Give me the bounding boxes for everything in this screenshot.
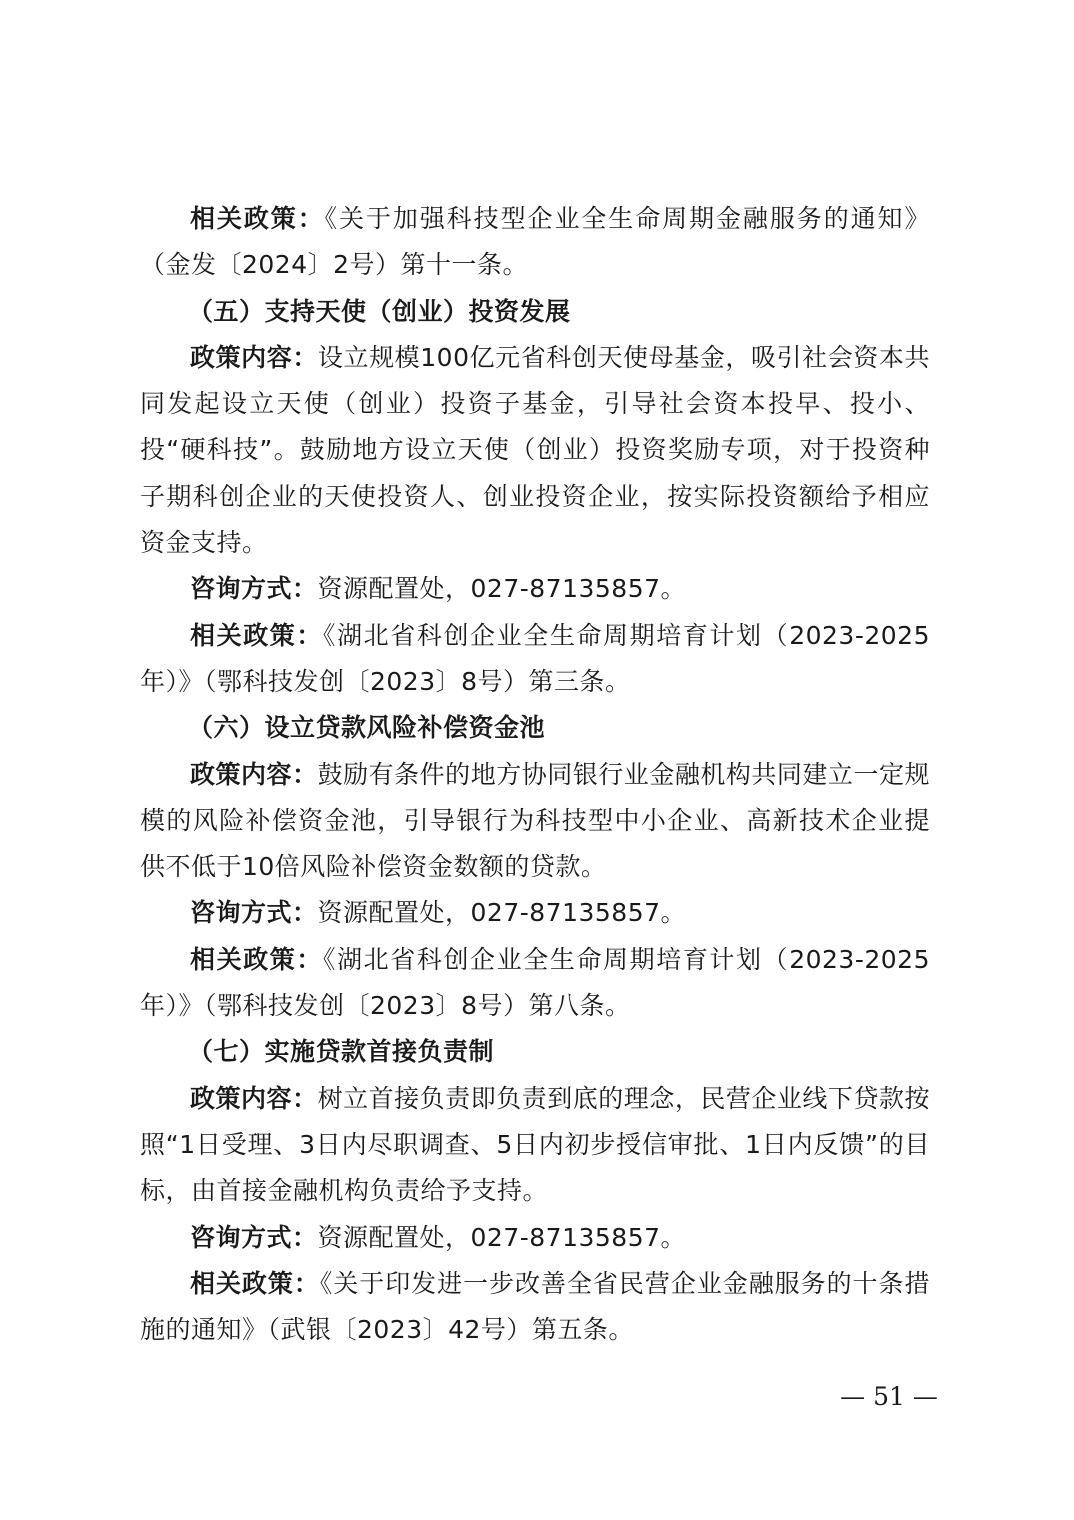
policy-reference-paragraph (140, 1261, 930, 1354)
contact-paragraph (140, 890, 930, 936)
paragraph-label: 咨询方式： (190, 898, 318, 928)
paragraph-label: 相关政策： (190, 1268, 320, 1298)
policy-content-paragraph (140, 1076, 930, 1215)
page-number: — 51 — (840, 1382, 938, 1411)
paragraph-label: 咨询方式： (190, 574, 318, 604)
paragraph-label: 政策内容： (190, 1083, 318, 1113)
policy-reference-paragraph (140, 937, 930, 1030)
contact-paragraph (140, 566, 930, 612)
paragraph-text: 资源配置处，027-87135857。 (317, 574, 687, 604)
paragraph-label: 政策内容： (190, 342, 318, 372)
policy-reference-paragraph (140, 613, 930, 706)
section-heading: （六）设立贷款风险补偿资金池 (188, 713, 546, 743)
paragraph-text: 设立规模100亿元省科创天使母基金，吸引社会资本共同发起设立天使（创业）投资子基金，引导社会资本投早、投小、投“硬科技”。鼓励地方设立天使（创业）投资奖励专项，对于投资种子期科创企业的天使投资人、创业投资企业，按实际投资额给予相应资金支持。 (140, 342, 930, 558)
paragraph-text: 《湖北省科创企业全生命周期培育计划（2023-2025年）》（鄂科技发创〔2023〕8号）第八条。 (140, 944, 930, 1021)
paragraph-text: 《湖北省科创企业全生命周期培育计划（2023-2025年）》（鄂科技发创〔2023〕8号）第三条。 (140, 620, 930, 696)
paragraph-label: 政策内容： (190, 759, 318, 789)
policy-content-paragraph (140, 335, 930, 566)
contact-paragraph (140, 1215, 930, 1261)
paragraph-text: 《关于加强科技型企业全生命周期金融服务的通知》（金发〔2024〕2号）第十一条。 (140, 204, 930, 280)
paragraph-text: 《关于印发进一步改善全省民营企业金融服务的十条措施的通知》（武银〔2023〕42号）第五条。 (140, 1268, 930, 1345)
paragraph-label: 相关政策： (190, 620, 323, 650)
section-heading: （七）实施贷款首接负责制 (188, 1037, 495, 1067)
paragraph-label: 相关政策： (190, 204, 325, 233)
paragraph-text: 树立首接负责即负责到底的理念，民营企业线下贷款按照“1日受理、3日内尽职调查、5日内初步授信审批、1日内反馈”的目标，由首接金融机构负责给予支持。 (140, 1083, 930, 1206)
policy-reference-paragraph (140, 196, 930, 289)
paragraph-label: 咨询方式： (190, 1222, 318, 1252)
policy-content-paragraph (140, 752, 930, 891)
paragraph-text: 资源配置处，027-87135857。 (317, 898, 687, 928)
section-heading: （五）支持天使（创业）投资发展 (188, 296, 571, 326)
paragraph-text: 资源配置处，027-87135857。 (317, 1222, 687, 1252)
document-body (140, 196, 930, 1353)
paragraph-text: 鼓励有条件的地方协同银行业金融机构共同建立一定规模的风险补偿资金池，引导银行为科技型中小企业、高新技术企业提供不低于10倍风险补偿资金数额的贷款。 (140, 759, 930, 882)
paragraph-label: 相关政策： (190, 944, 323, 974)
